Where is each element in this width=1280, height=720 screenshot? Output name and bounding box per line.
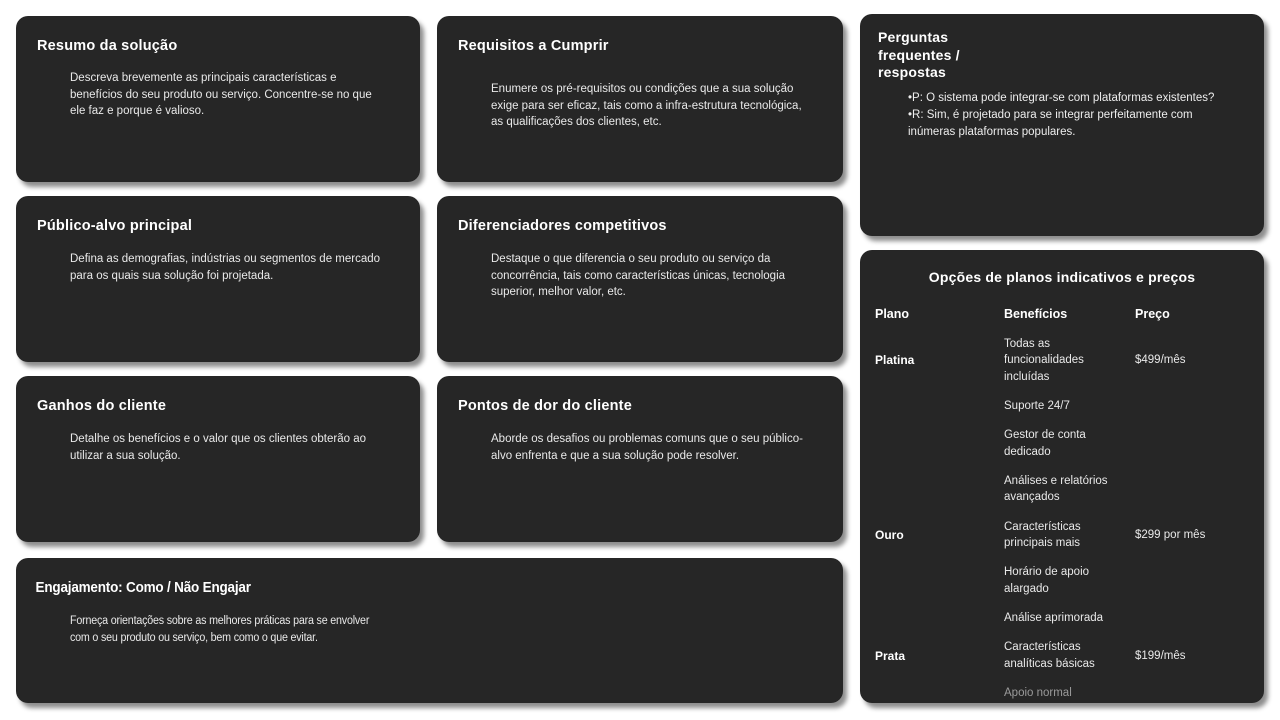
card-title: Ganhos do cliente	[37, 398, 167, 414]
card-body-text: Destaque o que diferencia o seu produto ou serviço da concorrência, tais como características únicas, tecnologia superior, melhor valor, etc.	[491, 253, 786, 299]
card-customer-gains	[16, 376, 420, 542]
card-competitive-differentiators	[437, 196, 843, 362]
card-engagement-guidelines	[16, 558, 843, 703]
table-row	[875, 519, 1250, 552]
card-body-text: Defina as demografias, indústrias ou segmentos de mercado para os quais sua solução foi projetada.	[70, 253, 381, 282]
pricing-table	[875, 307, 1250, 701]
column-header-plan: Plano	[875, 307, 910, 321]
card-title: Perguntas frequentes / respostas	[878, 29, 960, 80]
plan-benefit: Apoio normal	[1004, 686, 1072, 699]
card-pricing-plans	[860, 250, 1264, 703]
plan-benefit: Todas as funcionalidades incluídas	[1004, 338, 1084, 383]
plan-benefit: Características principais mais	[1004, 520, 1081, 549]
plan-name: Platina	[875, 353, 915, 368]
card-body-text: Forneça orientações sobre as melhores práticas para se envolver com o seu produto ou serviço, bem como o que evitar.	[70, 615, 370, 644]
column-header-benefits: Benefícios	[1004, 307, 1068, 321]
plan-price: $199/mês	[1135, 649, 1186, 662]
card-solution-summary	[16, 16, 420, 182]
card-requirements	[437, 16, 843, 182]
pricing-header-row	[875, 307, 1250, 321]
plan-price: $299 por mês	[1135, 528, 1206, 541]
plan-benefit: Características analíticas básicas	[1004, 641, 1095, 670]
plan-price: $499/mês	[1135, 354, 1186, 367]
table-row-overflowing	[875, 685, 1250, 701]
card-body-text: Enumere os pré-requisitos ou condições que a sua solução exige para ser eficaz, tais como a infra-estrutura tecnológica, as qualificações dos clientes, etc.	[491, 83, 802, 129]
table-row	[875, 427, 1250, 460]
card-body-text: Descreva brevemente as principais características e benefícios do seu produto ou serviço. Concentre-se no que ele faz e porque é valioso.	[70, 72, 372, 118]
plan-benefit: Horário de apoio alargado	[1004, 566, 1090, 595]
plan-benefit: Análise aprimorada	[1004, 611, 1104, 624]
card-customer-pain-points	[437, 376, 843, 542]
card-title: Diferenciadores competitivos	[458, 218, 667, 234]
table-row	[875, 398, 1250, 414]
pricing-title: Opções de planos indicativos e preços	[928, 269, 1196, 285]
card-faq	[860, 14, 1264, 236]
plan-benefit: Gestor de conta dedicado	[1004, 429, 1086, 458]
card-target-audience	[16, 196, 420, 362]
table-row	[875, 473, 1250, 506]
table-row	[875, 336, 1250, 385]
faq-question: •P: O sistema pode integrar-se com plataformas existentes?	[908, 91, 1215, 104]
card-title: Pontos de dor do cliente	[458, 398, 632, 414]
card-title: Resumo da solução	[37, 38, 178, 54]
card-body-text: Detalhe os benefícios e o valor que os clientes obterão ao utilizar a sua solução.	[70, 433, 366, 462]
column-header-price: Preço	[1135, 307, 1170, 321]
plan-name: Prata	[875, 648, 906, 663]
faq-answer: •R: Sim, é projetado para se integrar perfeitamente com inúmeras plataformas populares.	[908, 108, 1193, 138]
plan-benefit: Análises e relatórios avançados	[1004, 474, 1108, 504]
plan-name: Ouro	[875, 527, 904, 542]
card-title: Público-alvo principal	[37, 218, 193, 234]
card-title: Requisitos a Cumprir	[458, 38, 609, 54]
table-row	[875, 610, 1250, 626]
plan-benefit: Suporte 24/7	[1004, 399, 1070, 412]
card-body-text: Aborde os desafios ou problemas comuns que o seu público-alvo enfrenta e que a sua solução pode resolver.	[491, 433, 803, 462]
table-row	[875, 639, 1250, 672]
card-title: Engajamento: Como / Não Engajar	[35, 580, 251, 596]
faq-list	[908, 90, 1216, 142]
table-row	[875, 564, 1250, 597]
